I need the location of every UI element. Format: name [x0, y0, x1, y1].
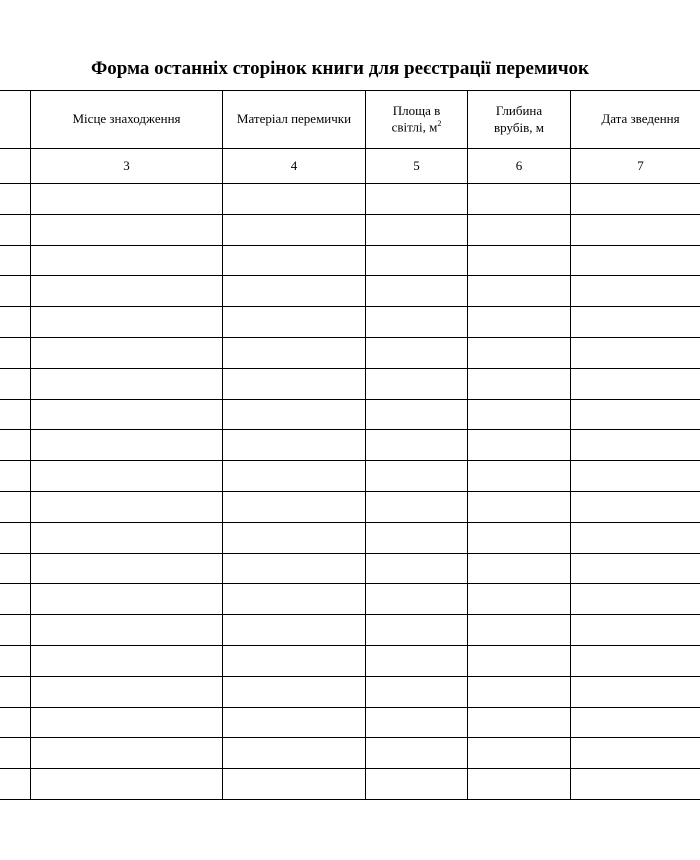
table-cell: [223, 307, 366, 338]
table-cell: [468, 245, 571, 276]
table-row: [0, 738, 700, 769]
table-cell: [366, 584, 468, 615]
table-cell: [571, 337, 700, 368]
table-cell: [31, 337, 223, 368]
table-cell: [366, 707, 468, 738]
table-cell: [0, 276, 31, 307]
table-row: [0, 399, 700, 430]
table-cell: [31, 368, 223, 399]
table-cell: [468, 491, 571, 522]
table-cell: [31, 738, 223, 769]
table-cell: [0, 214, 31, 245]
table-cell: [468, 307, 571, 338]
header-cell-date: Дата зведення: [571, 91, 700, 149]
area-label-line2: світлі, м: [391, 119, 438, 135]
column-number-3: 3: [31, 149, 223, 184]
table-cell: [366, 307, 468, 338]
table-cell: [0, 337, 31, 368]
table-cell: [468, 368, 571, 399]
table-cell: [571, 245, 700, 276]
table-cell: [571, 676, 700, 707]
table-row: [0, 491, 700, 522]
table-cell: [223, 645, 366, 676]
table-cell: [31, 707, 223, 738]
table-cell: [366, 399, 468, 430]
column-number-0: [0, 149, 31, 184]
table-cell: [0, 368, 31, 399]
table-cell: [571, 276, 700, 307]
table-cell: [31, 307, 223, 338]
header-cell-location: Місце знаходження: [31, 91, 223, 149]
table-cell: [223, 738, 366, 769]
column-number-6: 6: [468, 149, 571, 184]
table-cell: [31, 399, 223, 430]
table-cell: [31, 769, 223, 800]
table-cell: [571, 553, 700, 584]
table-cell: [0, 522, 31, 553]
table-cell: [0, 707, 31, 738]
table-cell: [31, 491, 223, 522]
table-cell: [366, 645, 468, 676]
table-cell: [468, 214, 571, 245]
table-cell: [31, 645, 223, 676]
table-cell: [366, 184, 468, 215]
table-cell: [31, 461, 223, 492]
table-cell: [366, 738, 468, 769]
table-row: [0, 676, 700, 707]
table-cell: [468, 615, 571, 646]
area-label-line1: Площа в: [392, 103, 441, 119]
table-cell: [31, 214, 223, 245]
table-cell: [0, 184, 31, 215]
table-cell: [31, 276, 223, 307]
table-row: [0, 245, 700, 276]
table-cell: [571, 368, 700, 399]
column-number-7: 7: [571, 149, 700, 184]
table-cell: [0, 245, 31, 276]
table-row: [0, 769, 700, 800]
table-cell: [571, 769, 700, 800]
table-cell: [468, 738, 571, 769]
table-cell: [223, 491, 366, 522]
column-number-5: 5: [366, 149, 468, 184]
table-cell: [571, 184, 700, 215]
table-cell: [0, 430, 31, 461]
table-cell: [468, 645, 571, 676]
table-cell: [223, 368, 366, 399]
table-cell: [0, 676, 31, 707]
table-cell: [366, 337, 468, 368]
table-cell: [468, 522, 571, 553]
table-cell: [468, 337, 571, 368]
table-cell: [31, 430, 223, 461]
column-number-row: [0, 149, 700, 184]
header-cell-depth: [468, 91, 571, 149]
header-cell-material: Матеріал перемички: [223, 91, 366, 149]
table-cell: [468, 430, 571, 461]
table-cell: [223, 615, 366, 646]
table-row: [0, 522, 700, 553]
table-cell: [571, 491, 700, 522]
table-cell: [366, 430, 468, 461]
table-row: [0, 584, 700, 615]
table-cell: [571, 707, 700, 738]
table-cell: [468, 676, 571, 707]
table-row: [0, 707, 700, 738]
table-cell: [31, 676, 223, 707]
table-cell: [366, 214, 468, 245]
table-cell: [223, 430, 366, 461]
depth-label-line1: Глибина: [495, 103, 543, 119]
table-cell: [223, 676, 366, 707]
table-row: [0, 214, 700, 245]
table-cell: [0, 738, 31, 769]
table-cell: [0, 584, 31, 615]
table-cell: [0, 645, 31, 676]
table-row: [0, 307, 700, 338]
table-cell: [0, 399, 31, 430]
table-cell: [0, 553, 31, 584]
table-cell: [366, 676, 468, 707]
table-cell: [31, 553, 223, 584]
table-cell: [366, 769, 468, 800]
table-cell: [468, 399, 571, 430]
table-row: [0, 337, 700, 368]
table-cell: [571, 214, 700, 245]
table-cell: [366, 461, 468, 492]
table-cell: [223, 769, 366, 800]
table-cell: [366, 522, 468, 553]
table-cell: [571, 461, 700, 492]
table-row: [0, 461, 700, 492]
column-number-4: 4: [223, 149, 366, 184]
table-row: [0, 645, 700, 676]
table-cell: [366, 276, 468, 307]
page-title: Форма останніх сторінок книги для реєстрації перемичок: [90, 58, 590, 79]
table-cell: [468, 769, 571, 800]
table-cell: [0, 769, 31, 800]
table-cell: [223, 522, 366, 553]
table-cell: [571, 399, 700, 430]
table-cell: [31, 615, 223, 646]
table-cell: [223, 184, 366, 215]
table-row: [0, 615, 700, 646]
table-cell: [571, 645, 700, 676]
registration-table: [0, 90, 700, 800]
table-cell: [468, 707, 571, 738]
table-row: [0, 430, 700, 461]
header-cell-area: [366, 91, 468, 149]
table-cell: [223, 276, 366, 307]
table-cell: [223, 399, 366, 430]
table-cell: [223, 214, 366, 245]
table-cell: [31, 184, 223, 215]
table-cell: [31, 584, 223, 615]
table-cell: [0, 307, 31, 338]
table-cell: [223, 337, 366, 368]
table-cell: [366, 553, 468, 584]
table-cell: [468, 461, 571, 492]
table-row: [0, 368, 700, 399]
table-cell: [468, 584, 571, 615]
table-cell: [223, 461, 366, 492]
table-cell: [571, 615, 700, 646]
area-label-sup: 2: [437, 119, 442, 129]
table-row: [0, 553, 700, 584]
table-cell: [571, 430, 700, 461]
table-row: [0, 276, 700, 307]
table-cell: [366, 491, 468, 522]
table-cell: [223, 584, 366, 615]
table-cell: [571, 522, 700, 553]
table-cell: [366, 245, 468, 276]
table-cell: [223, 707, 366, 738]
header-row: [0, 91, 700, 149]
table-cell: [31, 245, 223, 276]
table-cell: [468, 276, 571, 307]
table-cell: [366, 368, 468, 399]
table-cell: [571, 584, 700, 615]
table-cell: [0, 461, 31, 492]
table-cell: [468, 184, 571, 215]
table-cell: [571, 307, 700, 338]
table-row: [0, 184, 700, 215]
table-cell: [0, 615, 31, 646]
table-cell: [571, 738, 700, 769]
table-cell: [31, 522, 223, 553]
table-cell: [366, 615, 468, 646]
table-cell: [468, 553, 571, 584]
table-cell: [223, 553, 366, 584]
table-cell: [223, 245, 366, 276]
depth-label-line2: врубів, м: [494, 119, 544, 135]
table-cell: [0, 491, 31, 522]
header-cell-0: [0, 91, 31, 149]
